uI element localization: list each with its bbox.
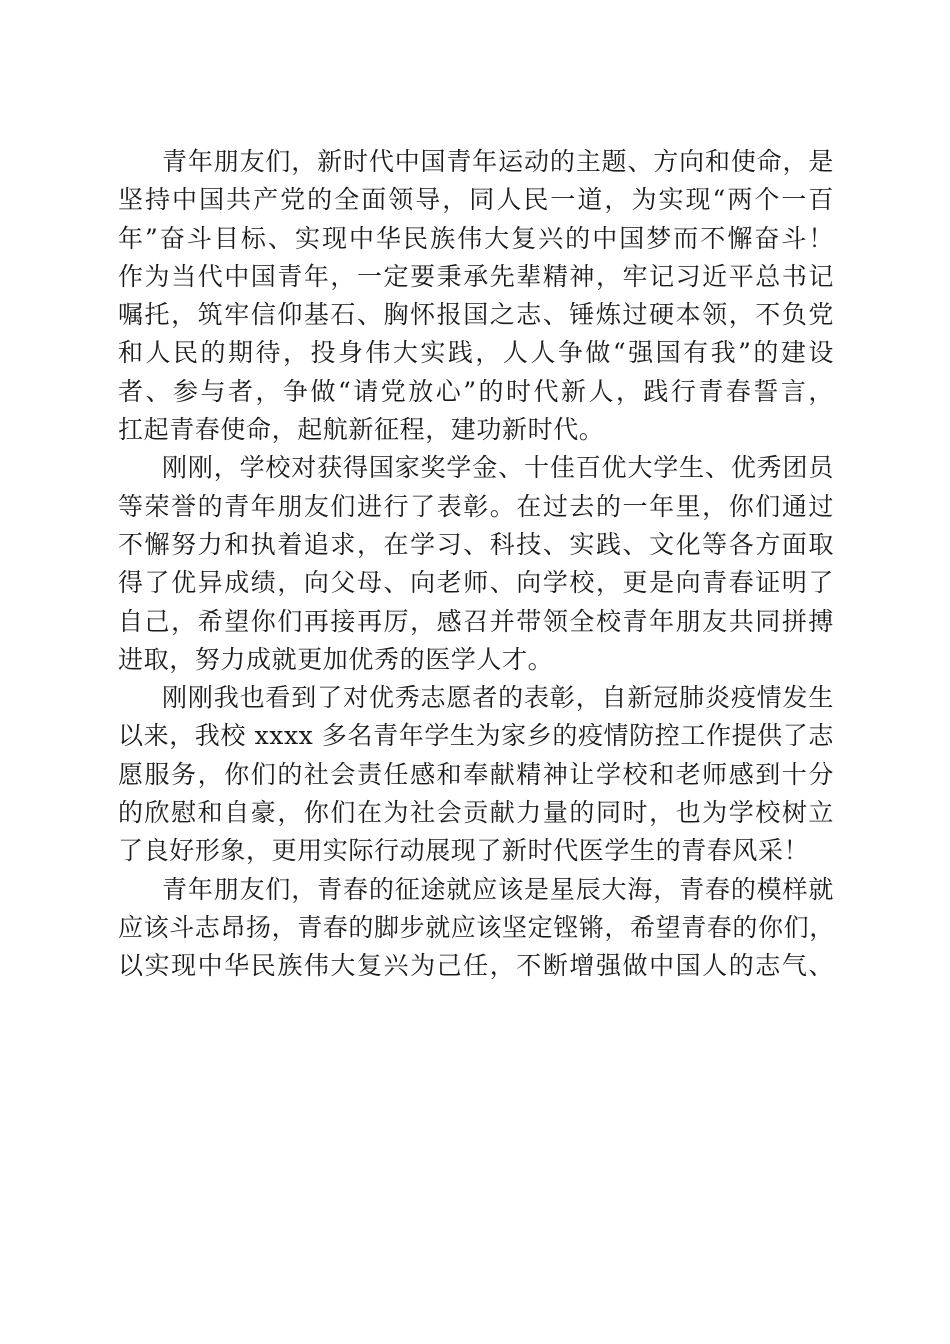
text-line: 坚持中国共产党的全面领导，同人民一道，为实现“两个一百 [118,185,834,215]
text-line: 愿服务，你们的社会责任感和奉献精神让学校和老师感到十分 [118,759,834,789]
text-line: 应该斗志昂扬，青春的脚步就应该坚定铿锵，希望青春的你们， [118,912,835,942]
text-line: 扛起青春使命，起航新征程，建功新时代。 [118,415,605,445]
text-line: 等荣誉的青年朋友们进行了表彰。在过去的一年里，你们通过 [118,491,834,521]
text-line: 以来，我校 xxxx 多名青年学生为家乡的疫情防控工作提供了志 [118,721,834,751]
text-line: 自己，希望你们再接再厉，感召并带领全校青年朋友共同拼搏 [118,606,834,636]
text-line: 得了优异成绩，向父母、向老师、向学校，更是向青春证明了 [118,568,834,598]
text-line: 刚刚，学校对获得国家奖学金、十佳百优大学生、优秀团员 [162,453,834,483]
text-line: 者、参与者，争做“请党放心”的时代新人，践行青春誓言， [118,376,834,406]
text-line: 了良好形象，更用实际行动展现了新时代医学生的青春风采！ [118,836,810,866]
speech-text [118,143,834,986]
text-line: 和人民的期待，投身伟大实践，人人争做“强国有我”的建设 [118,338,834,368]
text-line: 进取，努力成就更加优秀的医学人才。 [118,644,554,674]
text-line: 作为当代中国青年，一定要秉承先辈精神，牢记习近平总书记 [118,261,834,291]
text-line: 嘱托，筑牢信仰基石、胸怀报国之志、锤炼过硬本领，不负党 [118,300,834,330]
text-line: 刚刚我也看到了对优秀志愿者的表彰，自新冠肺炎疫情发生 [162,683,834,713]
text-line: 不懈努力和执着追求，在学习、科技、实践、文化等各方面取 [118,529,834,559]
text-line: 青年朋友们，青春的征途就应该是星辰大海，青春的模样就 [162,874,834,904]
text-line: 以实现中华民族伟大复兴为己任，不断增强做中国人的志气、 [118,951,834,981]
text-line: 的欣慰和自豪，你们在为社会贡献力量的同时，也为学校树立 [118,798,834,828]
text-line: 青年朋友们，新时代中国青年运动的主题、方向和使命，是 [162,147,834,176]
text-line: 年”奋斗目标、实现中华民族伟大复兴的中国梦而不懈奋斗！ [118,223,834,253]
